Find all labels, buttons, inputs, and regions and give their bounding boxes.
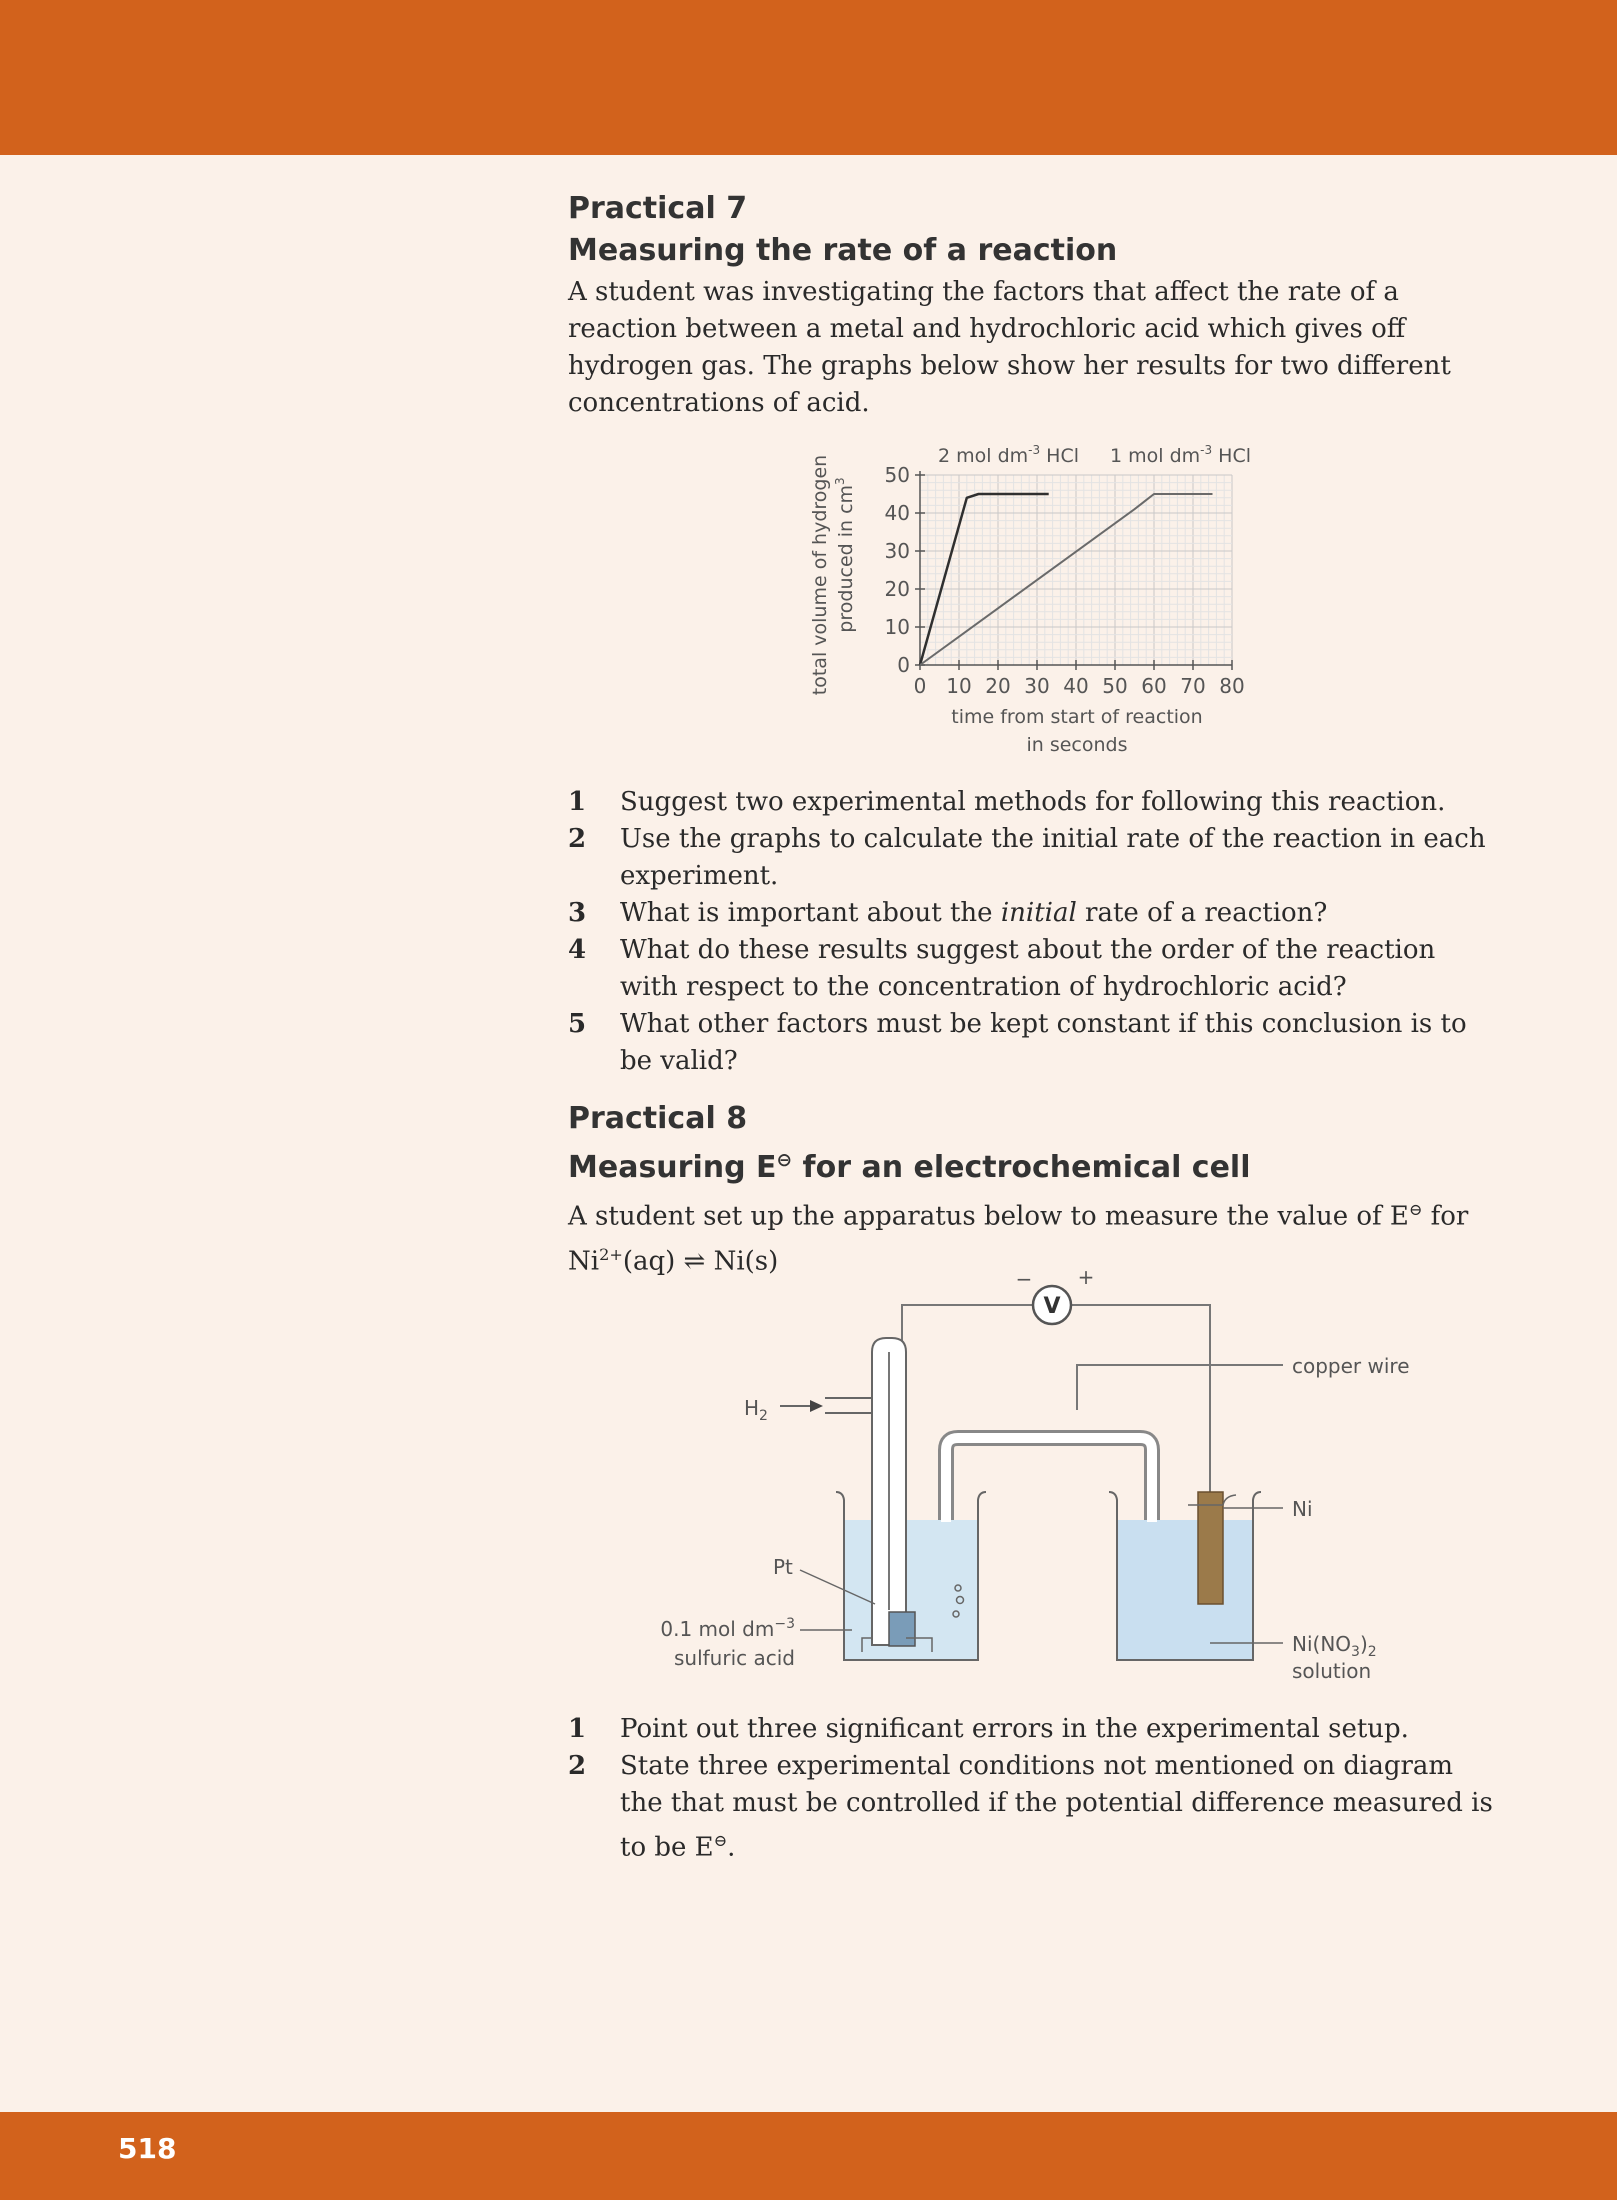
nitrate-label-line2: solution bbox=[1292, 1659, 1372, 1683]
platinum-electrode bbox=[889, 1612, 915, 1646]
question-item: 4 What do these results suggest about the order of the reaction with respect to the concentration of hydrochloric acid? bbox=[568, 935, 1436, 1002]
series-line-1 bbox=[920, 494, 1213, 665]
nitrate-label-line1: $Ni(NO_3)_2$ bbox=[1292, 1632, 1377, 1660]
x-tick-label: 60 bbox=[1141, 674, 1167, 698]
y-tick-label: 40 bbox=[884, 501, 910, 525]
x-tick-label: 40 bbox=[1063, 674, 1089, 698]
question-item: 2 Use the graphs to calculate the initial rate of the reaction in each experiment. bbox=[568, 824, 1486, 891]
practical7-label: Practical 7 bbox=[568, 191, 748, 226]
h2-label: $H_2$ bbox=[744, 1396, 768, 1424]
chart-grid bbox=[920, 475, 1232, 665]
bottom-band bbox=[0, 2112, 1617, 2200]
plus-terminal: + bbox=[1077, 1265, 1095, 1289]
x-axis-label-line2: in seconds bbox=[1026, 734, 1128, 756]
x-tick-label: 30 bbox=[1024, 674, 1050, 698]
ni-label: Ni bbox=[1292, 1497, 1313, 1521]
y-tick-label: 0 bbox=[897, 653, 910, 677]
question-item: 5 What other factors must be kept constant if this conclusion is to be valid? bbox=[568, 1009, 1467, 1076]
voltmeter-label: V bbox=[1043, 1294, 1061, 1319]
x-tick-label: 80 bbox=[1219, 674, 1245, 698]
x-tick-label: 10 bbox=[946, 674, 972, 698]
practical7-section bbox=[568, 188, 1498, 422]
y-tick-label: 20 bbox=[884, 577, 910, 601]
practical8-questions bbox=[568, 1711, 1498, 1867]
page-number: 518 bbox=[118, 2132, 177, 2165]
y-axis-label-line1: total volume of hydrogen bbox=[809, 454, 831, 696]
question-item: 2 State three experimental conditions not mentioned on diagram the that must be controlled if the potential difference measured is to be E⊖. bbox=[568, 1751, 1493, 1863]
practical8-intro: A student set up the apparatus below to measure the value of E⊖ for $Ni^{2+}(aq)$ ⇌ Ni(s) bbox=[568, 1200, 1469, 1277]
x-tick-label: 0 bbox=[913, 674, 927, 698]
top-band bbox=[0, 0, 1617, 155]
minus-terminal: − bbox=[1015, 1267, 1033, 1291]
practical8-title: Measuring E⊖ for an electrochemical cell bbox=[568, 1150, 1251, 1185]
practical7-title: Measuring the rate of a reaction bbox=[568, 233, 1118, 268]
practical8-section bbox=[568, 1098, 1498, 1280]
question-item: 3 What is important about the initial rate of a reaction? bbox=[568, 898, 1328, 928]
question-item: 1 Point out three significant errors in the experimental setup. bbox=[568, 1714, 1409, 1744]
practical8-label: Practical 8 bbox=[568, 1101, 748, 1136]
x-tick-label: 70 bbox=[1180, 674, 1206, 698]
practical7-intro: A student was investigating the factors that affect the rate of a reaction between a metal and hydrochloric acid which gives off hydrogen gas. The graphs below show her results for two different concentrations of acid. bbox=[568, 277, 1451, 418]
legend-2m: 2 mol $dm^{-3}$ HCl bbox=[938, 443, 1079, 467]
rate-graph bbox=[790, 420, 1270, 760]
electrochemical-cell-diagram bbox=[640, 1260, 1470, 1700]
x-axis-label-line1: time from start of reaction bbox=[951, 706, 1203, 728]
acid-label-line2: sulfuric acid bbox=[673, 1646, 795, 1670]
nickel-electrode bbox=[1198, 1492, 1223, 1604]
pt-label: Pt bbox=[773, 1555, 793, 1579]
acid-label-line1: 0.1 mol $dm^{-3}$ bbox=[660, 1616, 795, 1641]
x-tick-label: 50 bbox=[1102, 674, 1128, 698]
chart-series bbox=[920, 494, 1213, 665]
legend-1m: 1 mol $dm^{-3}$ HCl bbox=[1110, 443, 1251, 467]
y-tick-label: 50 bbox=[884, 463, 910, 487]
y-tick-label: 30 bbox=[884, 539, 910, 563]
x-tick-label: 20 bbox=[985, 674, 1011, 698]
question-item: 1 Suggest two experimental methods for following this reaction. bbox=[568, 787, 1446, 817]
y-axis-label-line2: produced in $cm^3$ bbox=[833, 477, 857, 633]
practical7-questions bbox=[568, 784, 1498, 1080]
y-tick-label: 10 bbox=[884, 615, 910, 639]
copper-wire-label: copper wire bbox=[1292, 1354, 1410, 1378]
